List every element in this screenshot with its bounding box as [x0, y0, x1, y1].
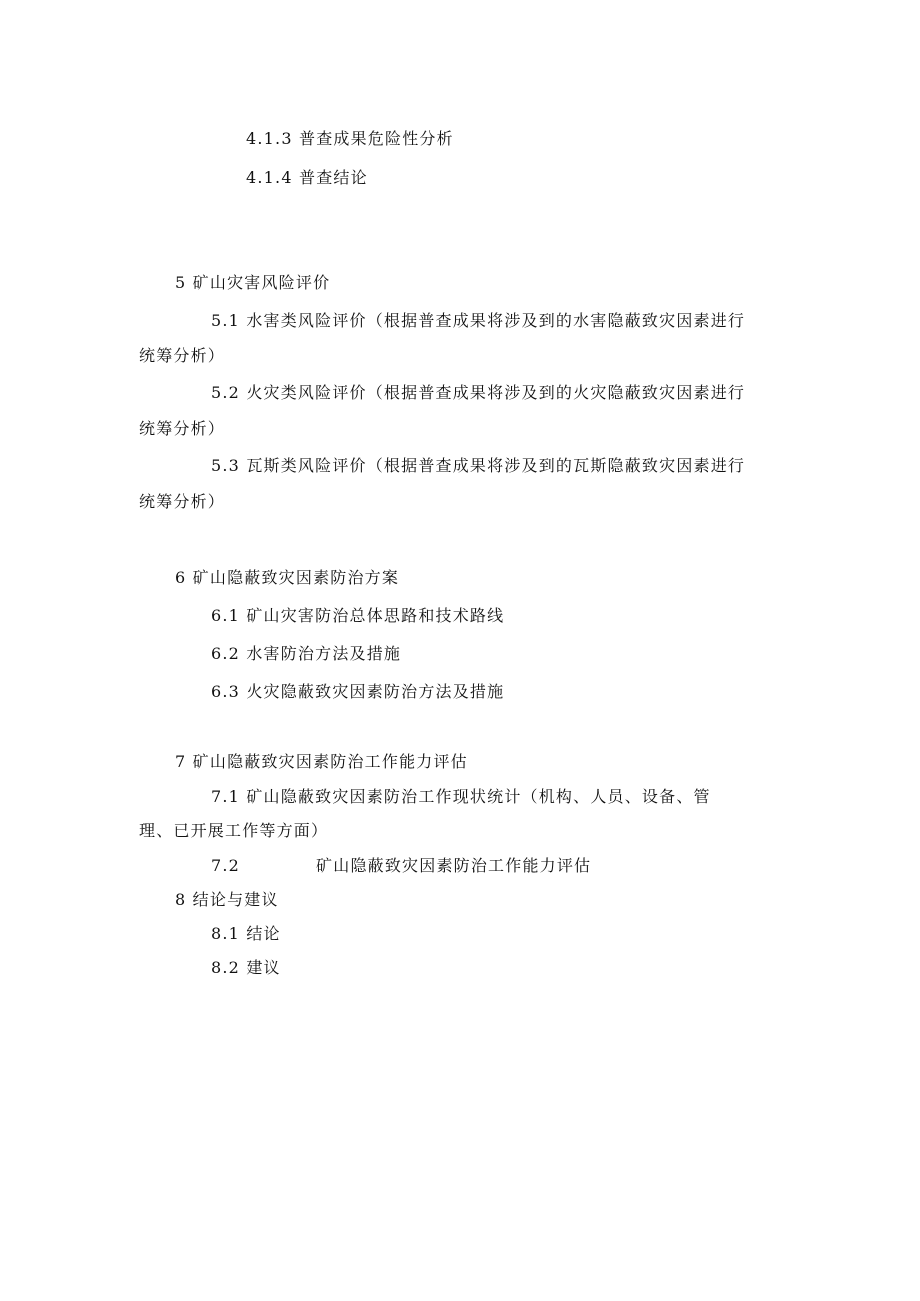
toc-entry-7-1: 7.1 矿山隐蔽致灾因素防治工作现状统计（机构、人员、设备、管 — [211, 787, 711, 806]
toc-entry-8-1: 8.1 结论 — [211, 924, 281, 943]
section-heading-8: 8 结论与建议 — [175, 890, 279, 909]
toc-entry-6-1: 6.1 矿山灾害防治总体思路和技术路线 — [211, 606, 505, 625]
toc-entry-5-1-continued: 统筹分析） — [139, 346, 226, 365]
toc-entry-7-2 — [211, 856, 591, 876]
toc-entry-6-3: 6.3 火灾隐蔽致灾因素防治方法及措施 — [211, 682, 505, 701]
toc-entry-5-2-continued: 统筹分析） — [139, 419, 226, 438]
toc-entry-5-3-continued: 统筹分析） — [139, 492, 226, 511]
section-heading-7: 7 矿山隐蔽致灾因素防治工作能力评估 — [175, 752, 468, 771]
toc-entry-4-1-3: 4.1.3 普查成果危险性分析 — [246, 129, 454, 148]
toc-entry-6-2: 6.2 水害防治方法及措施 — [211, 644, 402, 663]
toc-entry-4-1-4: 4.1.4 普查结论 — [246, 168, 368, 187]
toc-entry-7-2-number: 7.2 — [211, 856, 241, 875]
toc-entry-5-3: 5.3 瓦斯类风险评价（根据普查成果将涉及到的瓦斯隐蔽致灾因素进行 — [211, 456, 746, 475]
toc-entry-5-1: 5.1 水害类风险评价（根据普查成果将涉及到的水害隐蔽致灾因素进行 — [211, 311, 746, 330]
toc-entry-8-2: 8.2 建议 — [211, 958, 281, 977]
toc-entry-7-1-continued: 理、已开展工作等方面） — [139, 821, 329, 840]
toc-entry-7-2-title: 矿山隐蔽致灾因素防治工作能力评估 — [316, 856, 592, 875]
section-heading-5: 5 矿山灾害风险评价 — [175, 273, 331, 292]
toc-entry-5-2: 5.2 火灾类风险评价（根据普查成果将涉及到的火灾隐蔽致灾因素进行 — [211, 383, 746, 402]
section-heading-6: 6 矿山隐蔽致灾因素防治方案 — [175, 568, 400, 587]
